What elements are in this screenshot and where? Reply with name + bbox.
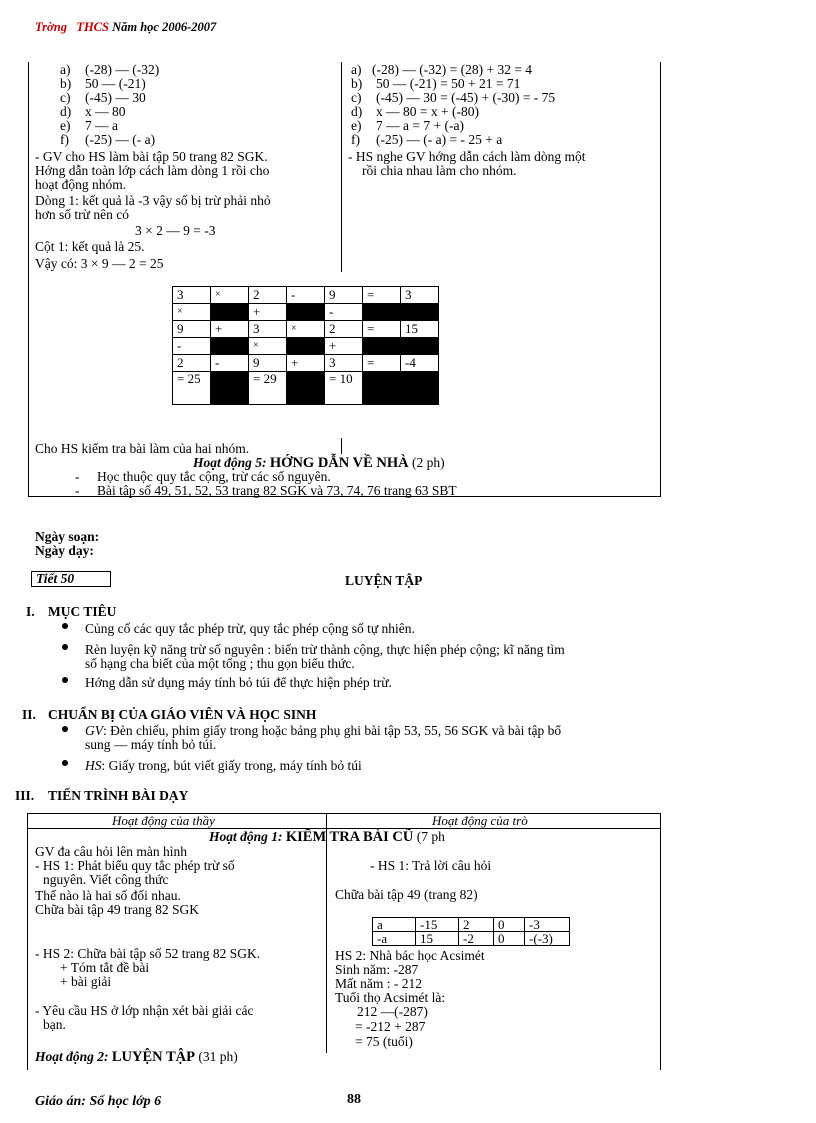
mini-cell: -2: [459, 932, 494, 946]
bullet-icon: [62, 726, 68, 732]
hd1-label: Hoạt động 1:: [209, 829, 283, 844]
sec1-right-item: (-25) — (- a) = - 25 + a: [376, 132, 503, 147]
grid-cell: -: [173, 338, 211, 355]
sec1-left-text: Hớng dẫn toàn lớp cách làm dòng 1 rồi cho: [35, 163, 270, 178]
grid-cell: ×: [211, 287, 249, 304]
mini-cell: a: [373, 918, 416, 932]
hd2-label: Hoạt động 2:: [35, 1049, 109, 1064]
grid-cell-black: [211, 338, 249, 355]
grid-cell: =: [363, 355, 401, 372]
sec1-equation: 3 × 2 — 9 = -3: [135, 223, 216, 238]
grid-cell: 3: [249, 321, 287, 338]
p3-right-line: 212 —(-287): [357, 1004, 428, 1019]
homework-item: -: [75, 469, 80, 484]
p3-left-line: Thế nào là hai số đối nhau.: [35, 888, 181, 903]
p3-left-line: - HS 1: Phát biểu quy tắc phép trừ số: [35, 858, 235, 873]
grid-cell: -4: [401, 355, 439, 372]
sec1-left-item: 50 — (-21): [85, 76, 146, 91]
mini-row: [373, 932, 570, 946]
sec1-col-divider: [341, 62, 342, 272]
sec1-left-item: b): [60, 76, 72, 91]
footer-left: Giáo án: Số học lớp 6: [35, 1094, 162, 1109]
p3-right-line: = 75 (tuổi): [355, 1034, 413, 1049]
mini-cell: 2: [459, 918, 494, 932]
col-teacher-header: Hoạt động của thầy: [112, 813, 215, 828]
table-col-divider: [326, 813, 327, 1053]
bullet-icon: [62, 760, 68, 766]
school-prefix: Trờng: [35, 20, 67, 34]
sec1-left-border: [28, 62, 29, 496]
sec1-left-item: x — 80: [85, 104, 126, 119]
sec1-left-text: hoạt động nhóm.: [35, 177, 127, 192]
check-text: Cho HS kiểm tra bài làm của hai nhóm.: [35, 441, 250, 456]
grid-row: [173, 321, 439, 338]
grid-cell: ×: [249, 338, 287, 355]
sec1-right-item: 7 — a = 7 + (-a): [376, 118, 464, 133]
grid-cell: ×: [287, 321, 325, 338]
sec1-left-item: f): [60, 132, 69, 147]
sec1-right-item: d): [351, 104, 363, 119]
part2-gv: [85, 724, 561, 738]
hd1-title: KIỂM TRA BÀI CŨ: [285, 829, 414, 845]
p3-right-line: Chữa bài tập 49 (trang 82): [335, 887, 478, 902]
exercise-49-table: [372, 917, 570, 946]
grid-cell: 3: [173, 287, 211, 304]
grid-cell-black: [287, 372, 325, 405]
sec1-left-item: (-25) — (- a): [85, 132, 156, 147]
grid-cell: -: [211, 355, 249, 372]
grid-cell: 2: [249, 287, 287, 304]
col-student-header: Hoạt động của trò: [432, 813, 528, 828]
table-right-border: [660, 813, 661, 1070]
sec1-left-item: e): [60, 118, 71, 133]
sec1-right-item: e): [351, 118, 362, 133]
grid-row: [173, 304, 439, 321]
grid-cell-black: [287, 304, 325, 321]
p3-right-line: - HS 1: Trả lời câu hỏi: [370, 858, 492, 873]
grid-cell: 2: [173, 355, 211, 372]
sec1-right-text: - HS nghe GV hớng dẫn cách làm dòng một: [348, 149, 586, 164]
sec1-left-item: (-45) — 30: [85, 90, 146, 105]
grid-cell: 9: [325, 287, 363, 304]
ngay-soan: Ngày soạn:: [35, 529, 100, 544]
grid-cell: 15: [401, 321, 439, 338]
homework-item: Bài tập số 49, 51, 52, 53 trang 82 SGK và 73, 74, 76 trang 63 SBT: [97, 483, 457, 498]
grid-row: [173, 372, 439, 405]
grid-cell: -: [287, 287, 325, 304]
sec1-right-item: (-45) — 30 = (-45) + (-30) = - 75: [376, 90, 556, 105]
sec1-left-item: d): [60, 104, 72, 119]
grid-cell-black: [363, 372, 401, 405]
part1-bullet: số hạng cha biết của một tổng ; thu gọn biểu thức.: [85, 656, 355, 671]
tiet-label: Tiết 50: [36, 571, 75, 586]
grid-cell: +: [249, 304, 287, 321]
gv-text: : Đèn chiếu, phim giấy trong hoặc bảng phụ ghi bài tập 53, 55, 56 SGK và bài tập bổ: [103, 723, 562, 738]
sec1-left-text: hơn số trừ nên có: [35, 207, 129, 222]
p3-right-line: Mất năm : - 212: [335, 976, 422, 991]
sec1-left-text: Vậy có: 3 × 9 — 2 = 25: [35, 256, 164, 271]
part3-title: TIẾN TRÌNH BÀI DẠY: [48, 788, 189, 803]
sec1-left-text: Dòng 1: kết quả là -3 vậy số bị trừ phải nhỏ: [35, 193, 271, 208]
grid-cell: 3: [401, 287, 439, 304]
grid-cell: = 25: [173, 372, 211, 405]
lesson-title: LUYỆN TẬP: [345, 573, 423, 588]
hd5-time: (2 ph): [411, 455, 445, 470]
mini-cell: -(-3): [525, 932, 570, 946]
school-year: Năm học 2006-2007: [112, 20, 217, 34]
sec1-right-text: rồi chia nhau làm cho nhóm.: [362, 163, 517, 178]
p3-left-line: nguyên. Viết công thức: [43, 872, 169, 887]
sec1-left-item: 7 — a: [85, 118, 118, 133]
sec1-col-divider-2: [341, 438, 342, 454]
hd1-time: (7 ph: [416, 829, 445, 844]
part2-gv-cont: sung — máy tính bỏ túi.: [85, 737, 217, 752]
part3-num: III.: [15, 788, 35, 803]
grid-cell-black: [363, 338, 401, 355]
grid-cell: +: [287, 355, 325, 372]
p3-right-line: HS 2: Nhà bác học Acsimét: [335, 948, 485, 963]
bullet-icon: [62, 677, 68, 683]
p3-left-line: Chữa bài tập 49 trang 82 SGK: [35, 902, 200, 917]
page-header: [35, 20, 216, 34]
page-number: 88: [347, 1092, 361, 1107]
p3-left-line: + bài giải: [60, 974, 112, 989]
ngay-day: Ngày dạy:: [35, 543, 94, 558]
p3-right-line: = -212 + 287: [355, 1019, 426, 1034]
sec1-left-item: a): [60, 62, 71, 77]
grid-cell: +: [211, 321, 249, 338]
grid-cell-black: [401, 304, 439, 321]
hs-label: HS: [85, 758, 102, 773]
sec1-left-item: (-28) — (-32): [85, 62, 160, 77]
gv-label: GV: [85, 723, 103, 738]
mini-cell: -15: [416, 918, 459, 932]
homework-item: Học thuộc quy tắc cộng, trừ các số nguyên.: [97, 469, 331, 484]
sec1-right-item: b): [351, 76, 363, 91]
mini-cell: -3: [525, 918, 570, 932]
grid-cell: = 10: [325, 372, 363, 405]
grid-cell-black: [363, 304, 401, 321]
grid-cell-black: [211, 304, 249, 321]
sec1-right-item: x — 80 = x + (-80): [376, 104, 479, 119]
sec1-right-item: a): [351, 62, 362, 77]
puzzle-grid: [172, 286, 439, 405]
grid-cell: 2: [325, 321, 363, 338]
p3-left-line: + Tóm tắt đề bài: [60, 960, 150, 975]
p3-right-line: Sinh năm: -287: [335, 962, 419, 977]
hs-text: : Giấy trong, bút viết giấy trong, máy tính bỏ túi: [101, 758, 362, 773]
homework-item: -: [75, 483, 80, 498]
hd1-heading: [209, 830, 445, 844]
p3-left-line: GV đa câu hỏi lên màn hình: [35, 844, 187, 859]
part1-bullet: Củng cố các quy tắc phép trừ, quy tắc phép cộng số tự nhiên.: [85, 621, 415, 636]
sec1-right-item: (-28) — (-32) = (28) + 32 = 4: [372, 62, 533, 77]
grid-row: [173, 338, 439, 355]
grid-cell: 9: [173, 321, 211, 338]
hd5-heading: [193, 456, 445, 470]
grid-cell: =: [363, 321, 401, 338]
grid-cell: = 29: [249, 372, 287, 405]
grid-cell: 9: [249, 355, 287, 372]
sec1-left-item: c): [60, 90, 71, 105]
p3-left-line: bạn.: [43, 1017, 66, 1032]
part1-bullet: Rèn luyện kỹ năng trừ số nguyên : biến trừ thành cộng, thực hiện phép cộng; kĩ năng tìm: [85, 642, 565, 657]
grid-cell: =: [363, 287, 401, 304]
sec1-left-text: Cột 1: kết quả là 25.: [35, 239, 145, 254]
sec1-right-item: f): [351, 132, 360, 147]
hd2-time: (31 ph): [198, 1049, 238, 1064]
grid-cell-black: [211, 372, 249, 405]
bullet-icon: [62, 644, 68, 650]
part2-title: CHUẨN BỊ CỦA GIÁO VIÊN VÀ HỌC SINH: [48, 707, 317, 722]
p3-right-line: Tuổi thọ Acsimét là:: [335, 990, 446, 1005]
grid-row: [173, 287, 439, 304]
p3-left-line: - HS 2: Chữa bài tập số 52 trang 82 SGK.: [35, 946, 261, 961]
grid-row: [173, 355, 439, 372]
part2-num: II.: [22, 707, 36, 722]
grid-cell: ×: [173, 304, 211, 321]
hd5-label: Hoạt động 5:: [193, 455, 267, 470]
sec1-right-border: [660, 62, 661, 496]
mini-cell: 15: [416, 932, 459, 946]
part1-title: MỤC TIÊU: [48, 604, 117, 619]
part1-num: I.: [26, 604, 35, 619]
grid-cell-black: [401, 372, 439, 405]
bullet-icon: [62, 623, 68, 629]
sec1-left-text: - GV cho HS làm bài tập 50 trang 82 SGK.: [35, 149, 268, 164]
part1-bullet: Hớng dẫn sử dụng máy tính bỏ túi để thực hiện phép trừ.: [85, 675, 392, 690]
grid-cell: +: [325, 338, 363, 355]
grid-cell: -: [325, 304, 363, 321]
grid-cell-black: [401, 338, 439, 355]
mini-row: [373, 918, 570, 932]
table-left-border: [27, 813, 28, 1070]
hd5-title: HỚNG DẪN VỀ NHÀ: [269, 455, 409, 471]
hd2-heading: [35, 1050, 238, 1064]
hd2-title: LUYỆN TẬP: [111, 1049, 196, 1065]
p3-left-line: - Yêu cầu HS ở lớp nhận xét bài giải các: [35, 1003, 254, 1018]
sec1-right-item: c): [351, 90, 362, 105]
mini-cell: -a: [373, 932, 416, 946]
mini-cell: 0: [494, 932, 525, 946]
sec1-right-item: 50 — (-21) = 50 + 21 = 71: [376, 76, 521, 91]
mini-cell: 0: [494, 918, 525, 932]
grid-cell: 3: [325, 355, 363, 372]
part2-hs: [85, 759, 362, 773]
grid-cell-black: [287, 338, 325, 355]
school-name: THCS: [76, 20, 109, 34]
